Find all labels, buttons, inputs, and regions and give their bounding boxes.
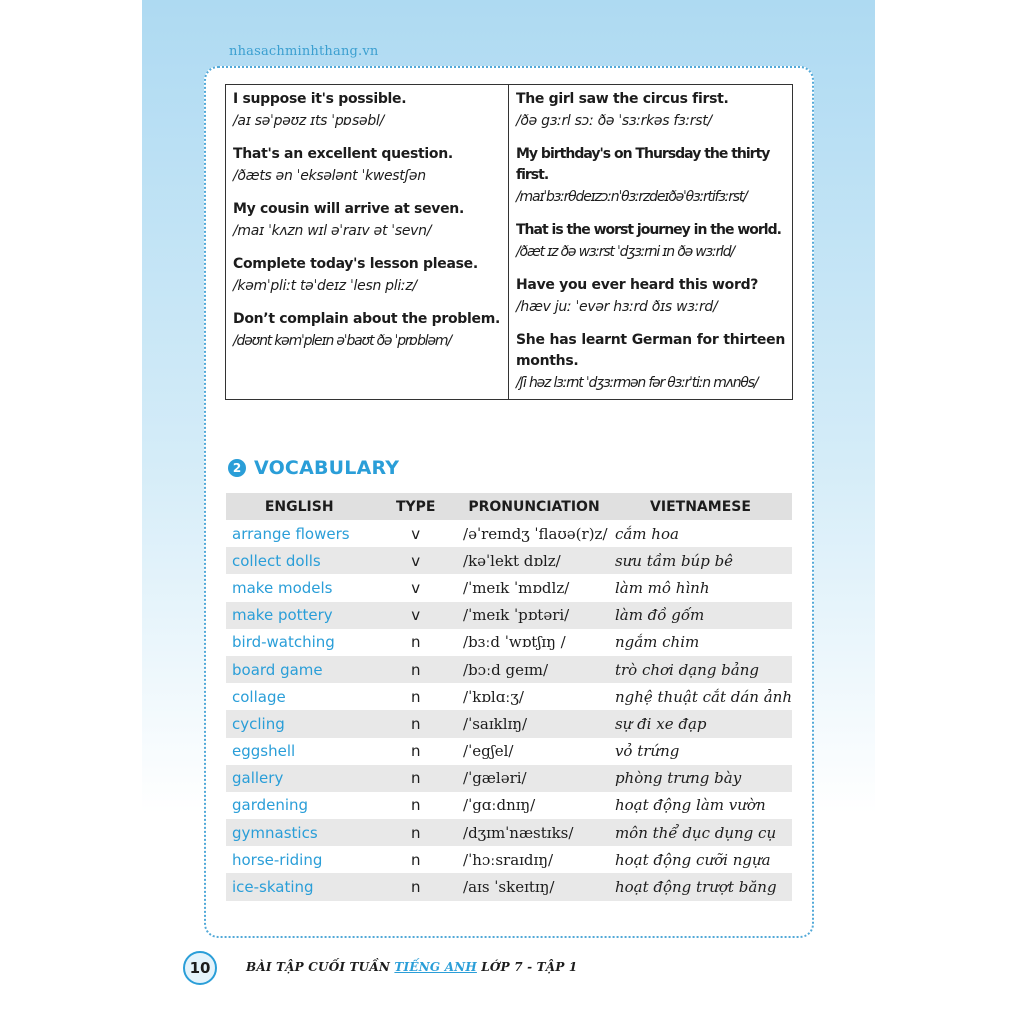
cell-vietnamese: môn thể dục dụng cụ [609,819,792,846]
sentence-text: That is the worst journey in the world. [516,222,781,238]
cell-pronunciation: /ˈgɑːdnɪŋ/ [463,796,536,815]
table-header-row [226,493,792,520]
header-english: ENGLISH [226,493,372,520]
page-number: 10 [183,951,217,985]
cell-english: board game [226,656,372,683]
cell-type: n [410,633,421,652]
table-row [226,710,792,737]
cell-english: make models [232,578,333,597]
cell-vietnamese: làm mô hình [614,578,710,597]
table-row [226,547,792,574]
sentence-ipa: /maɪ ˈkʌzn wɪl əˈraɪv ət ˈsevn/ [233,223,432,239]
cell-vietnamese: sưu tầm búp bê [609,547,792,574]
table-row [226,683,792,710]
section-number-badge: 2 [228,459,246,477]
vocabulary-table [226,493,792,901]
sentence-item [516,89,785,132]
footer-title-highlight: TIẾNG ANH [394,960,477,974]
cell-english: gardening [232,796,309,815]
sentence-text: The girl saw the circus first. [516,91,729,107]
cell-english: arrange flowers [232,524,350,543]
sentence-ipa: /hæv juː ˈevər hɜːrd ðɪs wɜːrd/ [516,299,718,315]
cell-pronunciation: /ˈmeɪk ˈpɒtəri/ [459,602,609,629]
cell-pronunciation: /əˈreɪndʒ ˈflaʊə(r)z/ [463,524,608,543]
sentence-item [516,144,785,208]
cell-pronunciation: /bɔːd geɪm/ [459,656,609,683]
cell-english: horse-riding [232,850,323,869]
cell-pronunciation: /aɪs ˈskeɪtɪŋ/ [459,873,609,900]
cell-type: v [372,547,459,574]
cell-english: gallery [226,765,372,792]
cell-english: bird-watching [232,633,335,652]
cell-type: n [372,656,459,683]
sentence-ipa: /ðə gɜːrl sɔː ðə ˈsɜːrkəs fɜːrst/ [516,113,712,129]
table-row [226,574,792,601]
header-pronunciation: PRONUNCIATION [459,493,609,520]
sentence-ipa: /ʃi həz lɜːrnt ˈdʒɜːrmən fər θɜːrˈtiːn mʌnθs/ [516,375,758,391]
cell-pronunciation: /ˈsaɪklɪŋ/ [459,710,609,737]
cell-type: n [410,850,421,869]
table-row [226,629,792,656]
sentence-ipa: /ðæts ən ˈeksələnt ˈkwestʃən [233,168,426,184]
cell-pronunciation: /bɜːd ˈwɒtʃɪŋ / [463,633,566,652]
cell-english: gymnastics [226,819,372,846]
cell-pronunciation: /ˈgæləri/ [459,765,609,792]
footer-title-post: LỚP 7 - TẬP 1 [476,960,578,974]
cell-type: v [411,578,421,597]
sentence-text: Have you ever heard this word? [516,277,759,293]
cell-vietnamese: hoạt động trượt băng [609,873,792,900]
sentence-text: My cousin will arrive at seven. [233,201,464,217]
table-row [226,873,792,900]
vocabulary-heading [228,457,399,479]
cell-english: collect dolls [226,547,372,574]
table-row [226,846,792,873]
cell-type: v [372,602,459,629]
cell-english: collage [232,687,286,706]
sentence-grid [225,84,793,400]
sentence-item [233,144,501,187]
cell-type: n [410,687,421,706]
sentence-ipa: /maɪˈbɜːrθdeɪzɔːnˈθɜːrzdeɪðəˈθɜːrtifɜːrst/ [516,189,747,205]
site-url: nhasachminhthang.vn [229,44,379,59]
header-type: TYPE [372,493,459,520]
cell-vietnamese: làm đồ gốm [609,602,792,629]
footer-title-pre: BÀI TẬP CUỐI TUẦN [246,960,395,974]
sentence-text: Don’t complain about the problem. [233,311,501,327]
sentence-item [516,330,785,394]
cell-english: make pottery [226,602,372,629]
section-title: VOCABULARY [254,457,400,479]
sentence-item [233,254,501,297]
table-row [226,520,792,547]
sentence-ipa: /dəʊnt kəmˈpleɪn əˈbaʊt ðə ˈprɒbləm/ [233,333,451,349]
sentence-column-right [509,85,792,399]
cell-english: eggshell [232,742,296,761]
sentence-text: She has learnt German for thirteen months. [516,332,785,369]
cell-english: cycling [226,710,372,737]
table-row [226,656,792,683]
sentence-text: That's an excellent question. [233,146,453,162]
cell-pronunciation: /ˈhɔːsraɪdɪŋ/ [463,850,554,869]
sentence-item [233,309,501,352]
cell-type: n [410,796,421,815]
sentence-text: Complete today's lesson please. [233,256,478,272]
cell-english: ice-skating [226,873,372,900]
cell-type: n [372,710,459,737]
table-row [226,819,792,846]
sentence-item [233,89,501,132]
cell-pronunciation: /ˈmeɪk ˈmɒdlz/ [463,578,570,597]
sentence-ipa: /aɪ səˈpəʊz ɪts ˈpɒsəbl/ [233,113,384,129]
cell-vietnamese: hoạt động làm vườn [614,796,766,815]
cell-vietnamese: phòng trưng bày [609,765,792,792]
cell-pronunciation: /kəˈlekt dɒlz/ [459,547,609,574]
header-vietnamese: VIETNAMESE [609,493,792,520]
sentence-item [233,199,501,242]
table-row [226,738,792,765]
cell-vietnamese: nghệ thuật cắt dán ảnh [614,687,792,706]
table-row [226,765,792,792]
cell-vietnamese: cắm hoa [614,524,679,543]
cell-type: n [372,819,459,846]
cell-vietnamese: vỏ trứng [614,742,680,761]
footer-book-title [246,960,577,974]
cell-vietnamese: sự đi xe đạp [609,710,792,737]
sentence-column-left [226,85,509,399]
sentence-ipa: /kəmˈpliːt təˈdeɪz ˈlesn pliːz/ [233,278,417,294]
cell-type: n [372,873,459,900]
table-row [226,602,792,629]
sentence-ipa: /ðæt ɪz ðə wɜːrst ˈdʒɜːrni ɪn ðə wɜːrld/ [516,244,734,260]
cell-type: n [410,742,421,761]
sentence-text: My birthday's on Thursday the thirty first. [516,146,770,183]
sentence-text: I suppose it's possible. [233,91,407,107]
cell-pronunciation: /ˈegʃel/ [463,742,514,761]
cell-vietnamese: ngắm chim [614,633,700,652]
cell-pronunciation: /ˈkɒlɑːʒ/ [463,687,524,706]
sentence-item [516,275,785,318]
sentence-item [516,220,785,263]
cell-pronunciation: /dʒɪmˈnæstɪks/ [459,819,609,846]
cell-type: n [372,765,459,792]
cell-vietnamese: trò chơi dạng bảng [609,656,792,683]
cell-type: v [411,524,421,543]
cell-vietnamese: hoạt động cưỡi ngựa [614,850,771,869]
table-row [226,792,792,819]
